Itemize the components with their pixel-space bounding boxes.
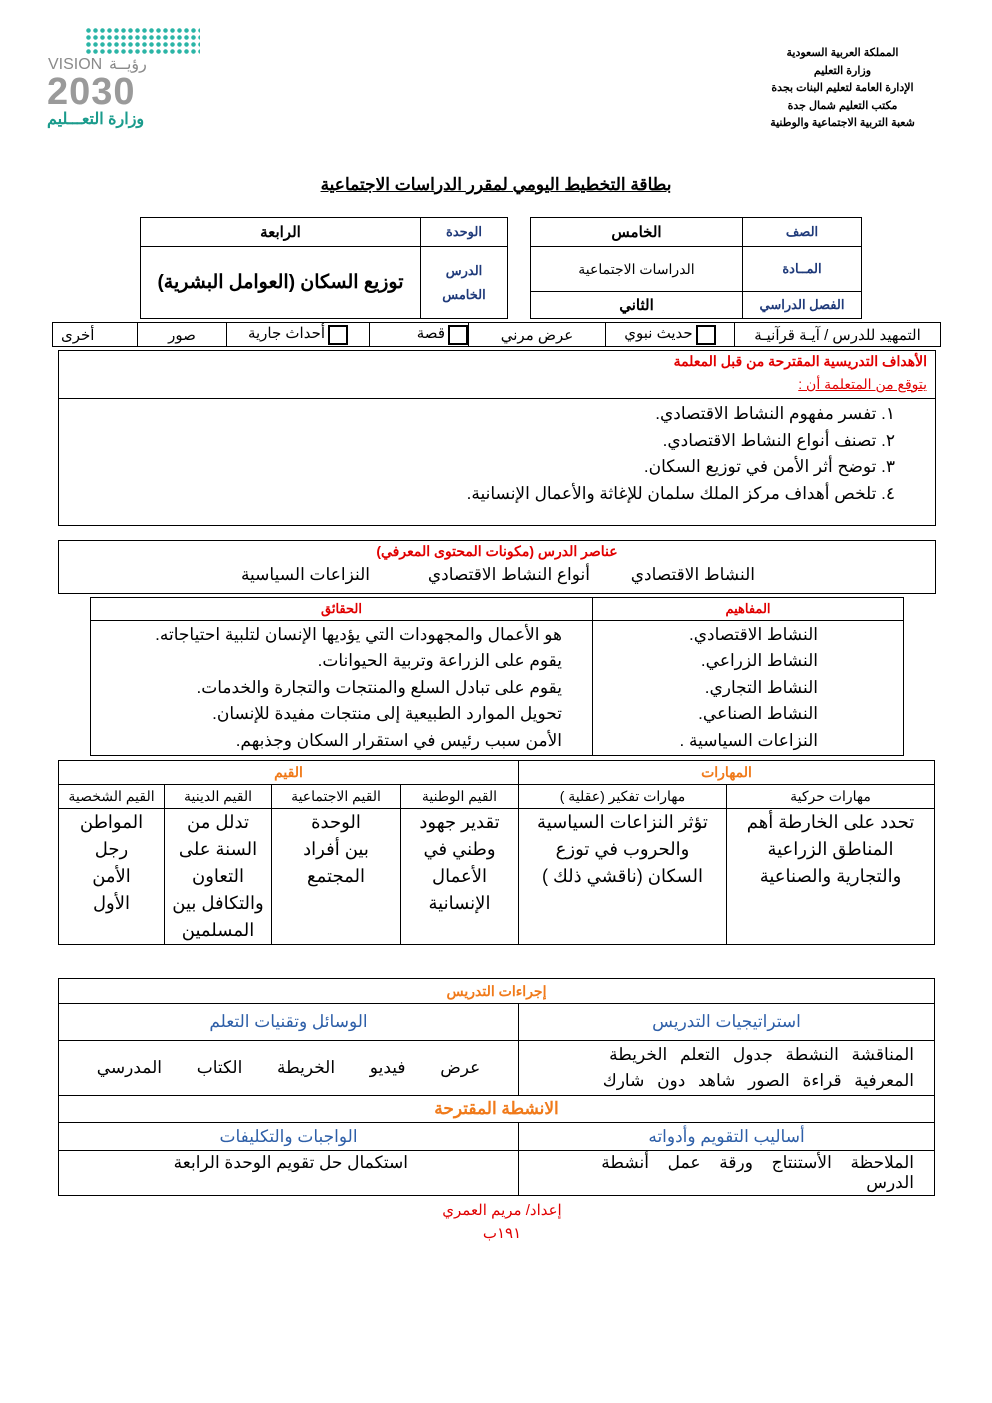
grade-label: الصف [743, 218, 862, 247]
goals-subtitle: يتوقع من المتعلمة أن : [798, 376, 927, 392]
option-label: قصة [416, 325, 445, 343]
homework-label: الواجبات والتكليفات [59, 1123, 519, 1151]
checkbox[interactable] [696, 325, 716, 345]
skills-title: المهارات [519, 761, 935, 785]
checkbox[interactable] [448, 325, 468, 345]
checkbox[interactable] [328, 325, 348, 345]
goal-item: ٢. تصنف أنواع النشاط الاقتصادي. [662, 430, 895, 450]
grade-value: الخامس [531, 218, 743, 247]
intro-option-presentation[interactable]: عرض مرني [469, 323, 606, 347]
term-label: الفصل الدراسي [743, 292, 862, 319]
goals-list [467, 401, 895, 507]
concept-item: النشاط الصناعي. [698, 704, 818, 724]
footer-code: ١٩١ب [482, 1225, 522, 1242]
concepts-title: المفاهيم [593, 598, 904, 621]
homework-value: استكمال حل تقويم الوحدة الرابعة [59, 1151, 519, 1196]
lesson-label-2: الخامس [442, 286, 486, 302]
concepts-list [593, 621, 904, 756]
header-line: المملكة العربية السعودية [786, 47, 899, 59]
subject-label: المــادة [743, 247, 862, 292]
intro-option-images[interactable]: صور [138, 323, 227, 347]
skills-header: مهارات تفكير (عقلية ) [519, 785, 727, 809]
option-label: حديث نبوي [624, 325, 693, 343]
intro-option-story[interactable] [370, 323, 469, 347]
dots-pattern-icon [85, 27, 200, 55]
skills-values-table [58, 760, 935, 945]
intro-option-current-events[interactable] [227, 323, 370, 347]
fact-item: يقوم على الزراعة وتربية الحيوانات. [317, 651, 562, 671]
values-title: القيم [59, 761, 519, 785]
header-line: مكتب التعليم شمال جدة [787, 99, 898, 112]
concept-item: النشاط التجاري. [704, 677, 818, 697]
activities-title: الانشطة المقترحة [59, 1096, 935, 1123]
intro-option-hadith[interactable] [606, 323, 735, 347]
concept-item: النشاط الاقتصادي. [688, 624, 818, 644]
facts-list [91, 621, 593, 756]
goals-title: الأهداف التدريسية المقترحة من قبل المعلمة [673, 353, 927, 369]
values-cell: تقدير جهود وطني في الأعمال الإنسانية [401, 809, 519, 945]
logo-year-text: 2030 [47, 71, 136, 113]
header-ministry-block [755, 45, 930, 133]
values-cell: تدلل من السنة على التعاون والتكافل بين المسلمين [165, 809, 272, 945]
concept-item: النزاعات السياسية . [679, 730, 818, 750]
values-header: القيم الاجتماعية [272, 785, 401, 809]
unit-lesson-table [140, 217, 508, 319]
skills-cell: تؤثر النزاعات السياسية والحروب في توزع السكان (ناقشي ذلك ) [519, 809, 727, 945]
unit-value: الرابعة [141, 218, 421, 247]
element-item: أنواع النشاط الاقتصادي [427, 565, 590, 584]
term-value: الثاني [531, 292, 743, 319]
lesson-label-1: الدرس [445, 262, 483, 278]
logo-ministry-text: وزارة التعـــليم [47, 111, 145, 128]
values-header: القيم الدينية [165, 785, 272, 809]
intro-options-row [52, 322, 941, 347]
fact-item: تحويل الموارد الطبيعية إلى منتجات مفيدة للإنسان. [212, 704, 562, 724]
goal-item: ١. تفسر مفهوم النشاط الاقتصادي. [655, 404, 895, 423]
fact-item: الأمن سبب رئيس في استقرار السكان وجذبهم. [235, 730, 562, 750]
goals-box [58, 350, 936, 526]
prepared-by: إعداد/ مريم العمري [442, 1202, 562, 1219]
element-item: النزاعات السياسية [240, 565, 370, 584]
lesson-value: توزيع السكان (العوامل البشرية) [141, 247, 421, 319]
logo-vision-text: VISION [48, 56, 103, 73]
unit-label: الوحدة [421, 218, 508, 247]
option-label: أحداث جارية [247, 325, 326, 343]
values-header: القيم الشخصية [59, 785, 165, 809]
goal-item: ٤. تلخص أهداف مركز الملك سلمان للإغاثة والأعمال الإنسانية. [466, 483, 895, 503]
lesson-label [421, 247, 508, 319]
element-item: النشاط الاقتصادي [630, 565, 755, 584]
procedures-table [58, 978, 935, 1196]
fact-item: يقوم على تبادل السلع والمنتجات والتجارة والخدمات. [196, 677, 562, 697]
facts-title: الحقائق [91, 598, 593, 621]
elements-title: عناصر الدرس (مكونات المحتوى المعرفي) [376, 543, 618, 559]
tools-label: الوسائل وتقنيات التعلم [59, 1004, 519, 1041]
strategies-label: استراتيجيات التدريس [519, 1004, 935, 1041]
header-line: شعبة التربية الاجتماعية والوطنية [770, 117, 915, 129]
assessment-value: الملاحظة الأستنتاج ورقة عمل أنشطة الدرس [519, 1151, 935, 1196]
header-line: الإدارة العامة لتعليم البنات بجدة [771, 82, 914, 94]
logo-vision-ar-text: رؤيــة [109, 56, 147, 73]
page-title: بطاقة التخطيط اليومي لمقرر الدراسات الاجتماعية [320, 175, 672, 194]
strategies-value: المناقشة النشطة جدول التعلم الخريطة المعرفية قراءة الصور شاهد دون شارك [519, 1041, 935, 1096]
header-line: وزارة التعليم [813, 64, 872, 77]
skills-header: مهارات حركية [727, 785, 935, 809]
lesson-elements-box [58, 540, 936, 594]
concept-item: النشاط الزراعي. [700, 651, 818, 671]
intro-label: التمهيد للدرس / آيـة قرآنيـة [735, 323, 941, 347]
values-cell: الوحدة بين أفراد المجتمع [272, 809, 401, 945]
concepts-facts-table [90, 597, 904, 756]
fact-item: هو الأعمال والمجهودات التي يؤديها الإنسان لتلبية احتياجاته. [155, 624, 562, 644]
vision-2030-logo [45, 25, 205, 135]
subject-value: الدراسات الاجتماعية [531, 247, 743, 292]
tools-value: عرض فيديو الخريطة الكتاب المدرسي [59, 1041, 519, 1096]
skills-cell: تحدد على الخارطة أهم المناطق الزراعية والتجارية والصناعية [727, 809, 935, 945]
grade-subject-table [530, 217, 862, 319]
assessment-label: أساليب التقويم وأدواته [519, 1123, 935, 1151]
values-cell: المواطن رجل الأمن الأول [59, 809, 165, 945]
goal-item: ٣. توضح أثر الأمن في توزيع السكان. [643, 457, 895, 476]
intro-option-other[interactable]: أخرى [53, 323, 138, 347]
values-header: القيم الوطنية [401, 785, 519, 809]
procedures-title: إجراءات التدريس [59, 979, 935, 1004]
